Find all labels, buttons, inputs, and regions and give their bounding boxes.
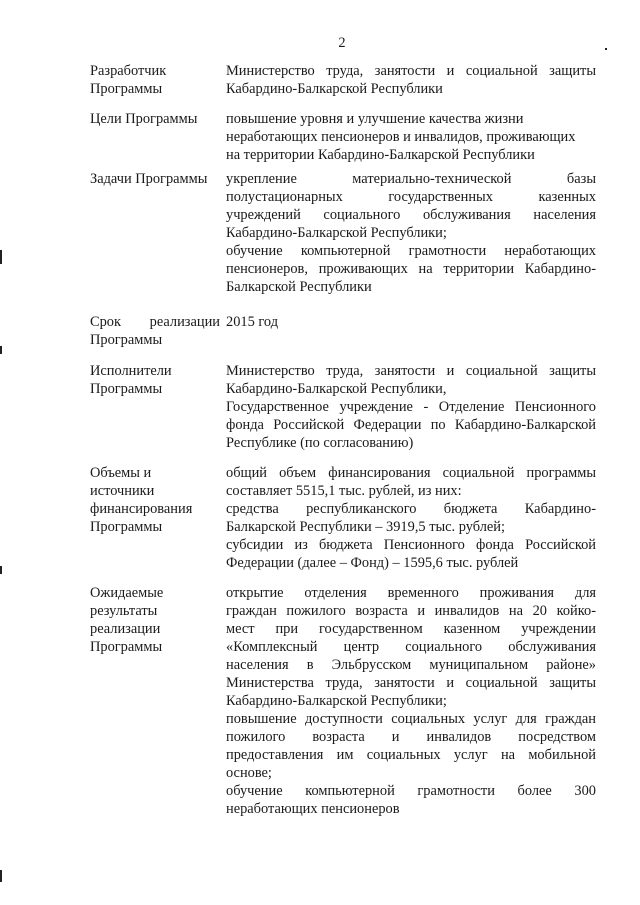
label-line: Программы: [90, 332, 163, 348]
value-line: составляет 5515,1 тыс. рублей, из них:: [226, 483, 462, 499]
value-line: Кабардино-Балкарской Республики;: [226, 225, 447, 241]
label-line: Цели Программы: [90, 111, 198, 127]
value-line: пожилого возраста и инвалидов посредством: [226, 729, 596, 745]
value-line: фонда Российской Федерации по Кабардино-Балкарской: [226, 417, 596, 433]
row-value-term: [226, 313, 596, 331]
row-label-term: [90, 313, 220, 349]
value-line: предоставления им социальных услуг на мобильной: [226, 747, 596, 763]
row-label-goals: [90, 110, 220, 128]
value-line: 2015 год: [226, 314, 279, 330]
value-line: Министерства труда, занятости и социальной защиты: [226, 675, 596, 691]
value-line: обучение компьютерной грамотности неработающих: [226, 243, 596, 259]
row-label-tasks: [90, 170, 220, 188]
label-line: Программы: [90, 519, 163, 535]
value-line: основе;: [226, 765, 272, 781]
value-line: на территории Кабардино-Балкарской Республики: [226, 147, 535, 163]
value-line: повышение доступности социальных услуг для граждан: [226, 711, 596, 727]
row-value-tasks: [226, 170, 596, 296]
row-value-executors: [226, 362, 596, 452]
label-line: Объемы и: [90, 465, 152, 481]
value-line: субсидии из бюджета Пенсионного фонда Российской: [226, 537, 596, 553]
value-line: полустационарных государственных казенных: [226, 189, 596, 205]
value-line: обучение компьютерной грамотности более 300: [226, 783, 596, 799]
value-line: Федерации (далее – Фонд) – 1595,6 тыс. рублей: [226, 555, 519, 571]
label-line: Разработчик: [90, 63, 167, 79]
page-number: 2: [338, 35, 346, 51]
label-line: финансирования: [90, 501, 193, 517]
value-line: Министерство труда, занятости и социальной защиты: [226, 63, 596, 79]
value-line: учреждений социального обслуживания населения: [226, 207, 596, 223]
row-label-funding: [90, 464, 220, 536]
label-line: Программы: [90, 639, 163, 655]
value-line: Кабардино-Балкарской Республики,: [226, 381, 447, 397]
row-value-expected-results: [226, 584, 596, 818]
scan-mark: [0, 250, 2, 264]
label-line: Ожидаемые: [90, 585, 164, 601]
label-line: Задачи Программы: [90, 171, 208, 187]
value-line: граждан пожилого возраста и инвалидов на 20 койко-: [226, 603, 596, 619]
row-value-goals: [226, 110, 596, 164]
scan-mark: [0, 566, 2, 574]
value-line: средства республиканского бюджета Кабардино-: [226, 501, 596, 517]
row-label-executors: [90, 362, 220, 398]
value-line: мест при государственном казенном учреждении: [226, 621, 596, 637]
value-line: Балкарской Республики: [226, 279, 372, 295]
label-line: Срок реализации: [90, 314, 220, 330]
label-line: Исполнители: [90, 363, 172, 379]
label-line: результаты: [90, 603, 158, 619]
value-line: неработающих пенсионеров и инвалидов, проживающих: [226, 129, 576, 145]
value-line: Государственное учреждение - Отделение Пенсионного: [226, 399, 596, 415]
row-value-funding: [226, 464, 596, 572]
scan-mark: [0, 346, 2, 354]
value-line: укрепление материально-технической базы: [226, 171, 596, 187]
row-label-developer: [90, 62, 220, 98]
value-line: населения в Эльбрусском муниципальном районе»: [226, 657, 596, 673]
value-line: общий объем финансирования социальной программы: [226, 465, 596, 481]
value-line: «Комплексный центр социального обслуживания: [226, 639, 596, 655]
label-line: Программы: [90, 381, 163, 397]
value-line: Министерство труда, занятости и социальной защиты: [226, 363, 596, 379]
value-line: пенсионеров, проживающих на территории Кабардино-: [226, 261, 596, 277]
row-value-developer: [226, 62, 596, 98]
value-line: Балкарской Республики – 3919,5 тыс. рублей;: [226, 519, 505, 535]
label-line: источники: [90, 483, 155, 499]
value-line: Республике (по согласованию): [226, 435, 414, 451]
scan-mark: [605, 48, 607, 50]
label-line: Программы: [90, 81, 163, 97]
value-line: Кабардино-Балкарской Республики;: [226, 693, 447, 709]
scan-mark: [0, 870, 2, 882]
value-line: неработающих пенсионеров: [226, 801, 400, 817]
row-label-expected-results: [90, 584, 220, 656]
value-line: повышение уровня и улучшение качества жизни: [226, 111, 524, 127]
value-line: открытие отделения временного проживания для: [226, 585, 596, 601]
value-line: Кабардино-Балкарской Республики: [226, 81, 443, 97]
label-line: реализации: [90, 621, 161, 637]
